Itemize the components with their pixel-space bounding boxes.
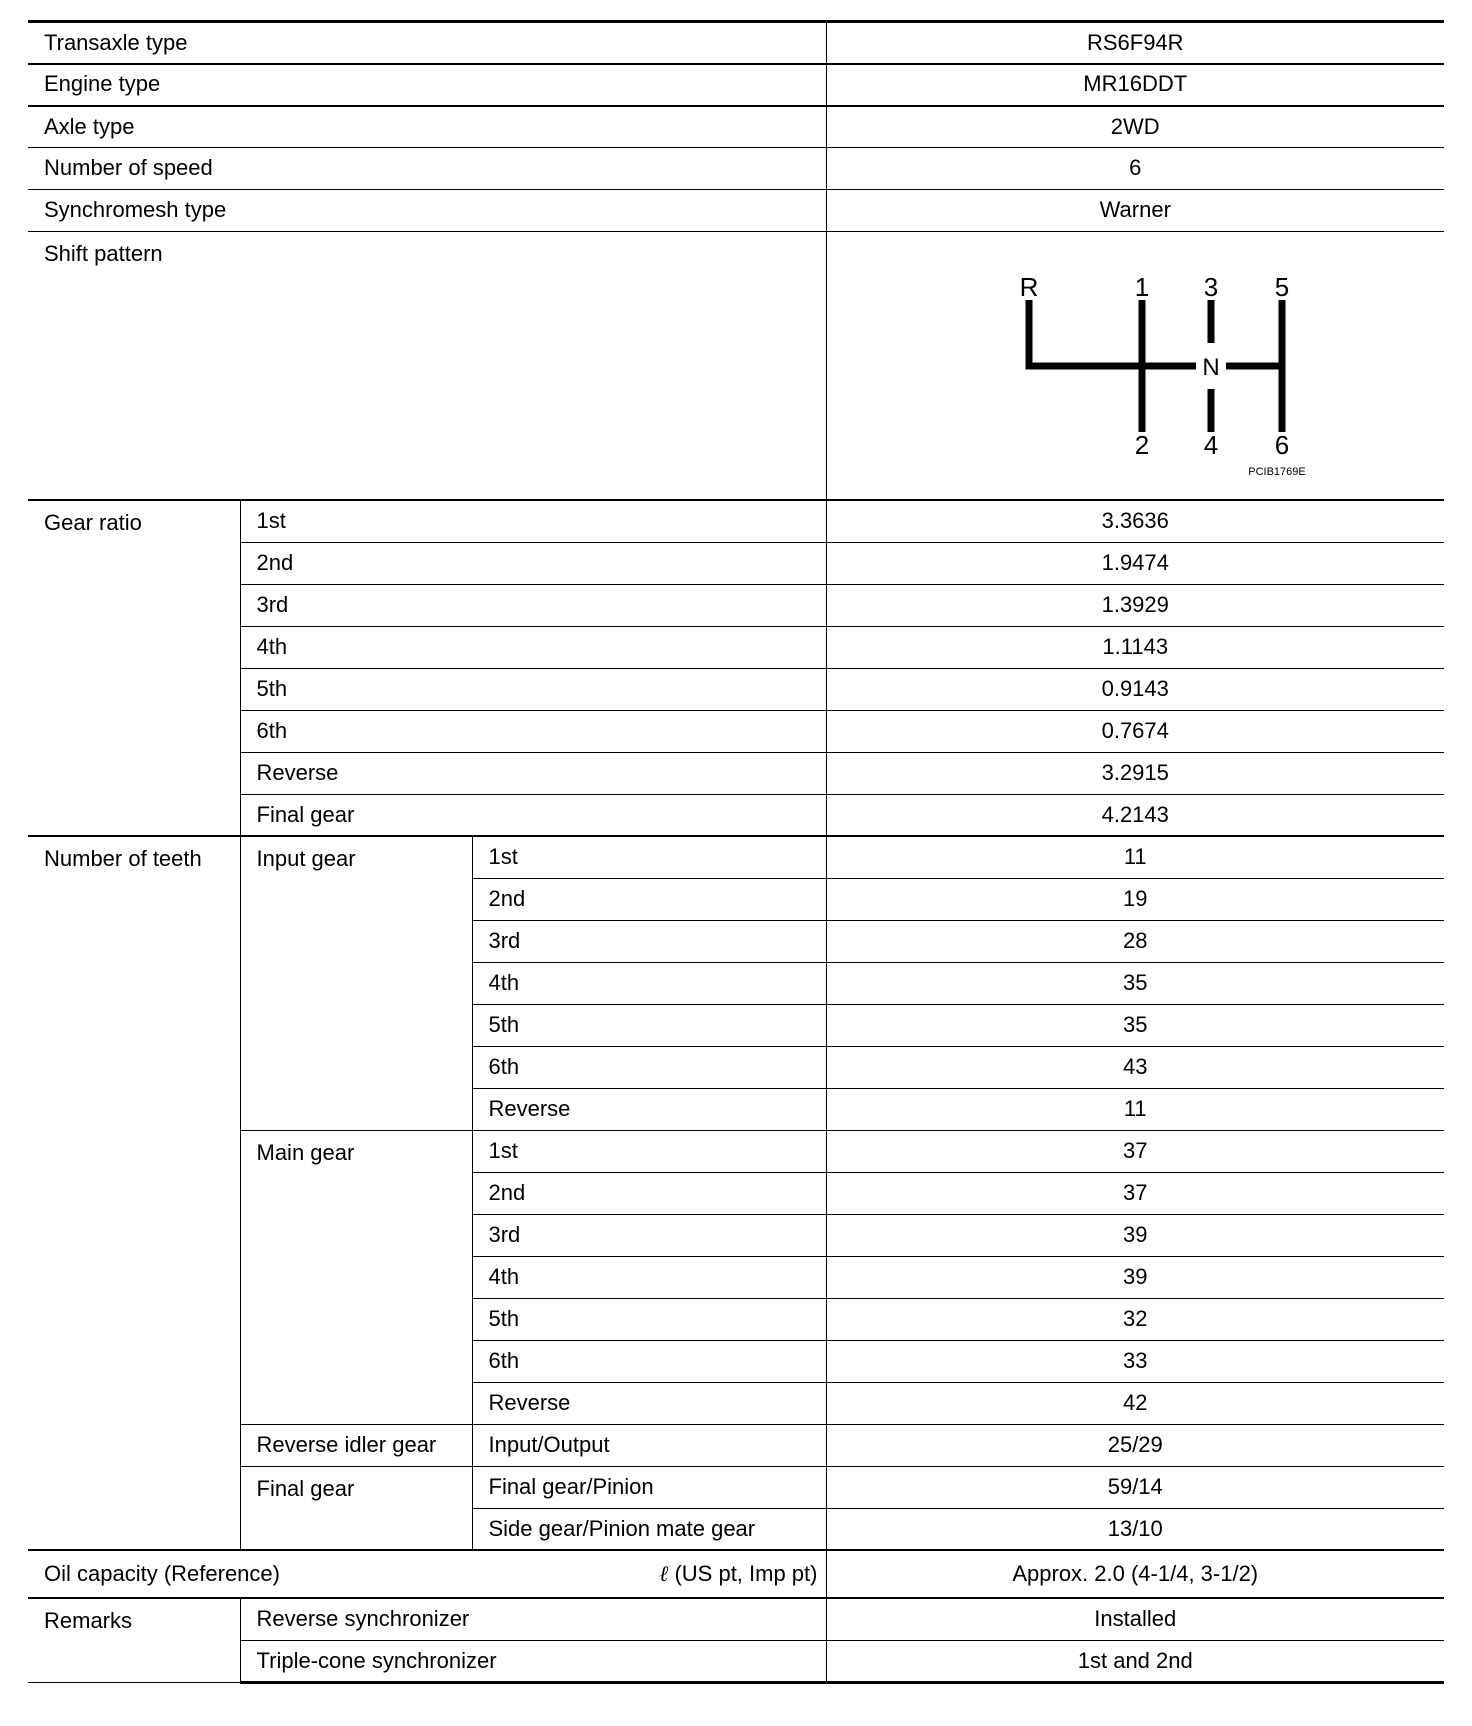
teeth-value: 37	[826, 1130, 1444, 1172]
table-row	[28, 584, 1444, 626]
shift-label-4: 4	[1203, 430, 1218, 460]
gear-name: 2nd	[240, 542, 826, 584]
table-row	[28, 22, 1444, 64]
table-row	[28, 1466, 1444, 1508]
remark-name: Triple-cone synchronizer	[240, 1640, 826, 1682]
oil-capacity-label: Oil capacity (Reference)	[44, 1561, 280, 1587]
teeth-value: 39	[826, 1256, 1444, 1298]
table-row	[28, 1550, 1444, 1598]
gear-name: 1st	[472, 1130, 826, 1172]
gear-name: 5th	[240, 668, 826, 710]
gear-name: 3rd	[472, 1214, 826, 1256]
table-row	[28, 752, 1444, 794]
table-row	[28, 1640, 1444, 1682]
shift-label-3: 3	[1203, 272, 1218, 302]
gear-ratio-value: 1.9474	[826, 542, 1444, 584]
row-label-axle-type: Axle type	[28, 106, 826, 148]
table-row	[28, 148, 1444, 190]
final-gear-label: Final gear	[240, 1466, 472, 1550]
gear-ratio-value: 1.3929	[826, 584, 1444, 626]
table-row	[28, 1130, 1444, 1172]
number-of-teeth-label: Number of teeth	[28, 836, 240, 1550]
gear-name: 6th	[472, 1046, 826, 1088]
table-row	[28, 836, 1444, 878]
table-row	[28, 1424, 1444, 1466]
gear-ratio-value: 3.3636	[826, 500, 1444, 542]
shift-label-n: N	[1201, 354, 1220, 381]
teeth-value: 28	[826, 920, 1444, 962]
shift-label-1: 1	[1134, 272, 1149, 302]
gear-name: 4th	[472, 962, 826, 1004]
teeth-value: 39	[826, 1214, 1444, 1256]
row-value-number-of-speed: 6	[826, 148, 1444, 190]
oil-capacity-unit: ℓ (US pt, Imp pt)	[659, 1560, 818, 1587]
teeth-value: 32	[826, 1298, 1444, 1340]
gear-name: 6th	[240, 710, 826, 752]
gear-ratio-value: 0.7674	[826, 710, 1444, 752]
table-row	[28, 542, 1444, 584]
shift-pattern-diagram	[827, 232, 1445, 494]
teeth-value: 19	[826, 878, 1444, 920]
gear-name: 1st	[240, 500, 826, 542]
gear-name: Final gear	[240, 794, 826, 836]
table-row	[28, 1598, 1444, 1640]
row-value-engine-type: MR16DDT	[826, 64, 1444, 106]
teeth-value: 13/10	[826, 1508, 1444, 1550]
main-gear-label: Main gear	[240, 1130, 472, 1424]
liter-symbol: ℓ	[659, 1561, 669, 1587]
gear-name: Side gear/Pinion mate gear	[472, 1508, 826, 1550]
table-row	[28, 232, 1444, 501]
gear-name: 4th	[240, 626, 826, 668]
gear-name: 4th	[472, 1256, 826, 1298]
gear-name: 3rd	[240, 584, 826, 626]
teeth-value: 35	[826, 1004, 1444, 1046]
table-row	[28, 190, 1444, 232]
gear-name: Reverse	[472, 1382, 826, 1424]
row-label-shift-pattern: Shift pattern	[28, 232, 826, 501]
teeth-value: 33	[826, 1340, 1444, 1382]
gear-ratio-value: 4.2143	[826, 794, 1444, 836]
teeth-value: 42	[826, 1382, 1444, 1424]
reverse-idler-gear-label: Reverse idler gear	[240, 1424, 472, 1466]
gear-ratio-value: 3.2915	[826, 752, 1444, 794]
table-row	[28, 64, 1444, 106]
shift-label-5: 5	[1274, 272, 1289, 302]
remark-name: Reverse synchronizer	[240, 1598, 826, 1640]
oil-capacity-label-cell	[28, 1550, 826, 1598]
shift-label-6: 6	[1274, 430, 1289, 460]
input-gear-label: Input gear	[240, 836, 472, 1130]
shift-label-r: R	[1019, 272, 1038, 302]
shift-pattern-cell	[826, 232, 1444, 501]
teeth-value: 11	[826, 836, 1444, 878]
table-row	[28, 626, 1444, 668]
row-label-engine-type: Engine type	[28, 64, 826, 106]
row-label-synchromesh-type: Synchromesh type	[28, 190, 826, 232]
spec-table	[28, 20, 1444, 1684]
row-value-axle-type: 2WD	[826, 106, 1444, 148]
table-row	[28, 710, 1444, 752]
shift-label-2: 2	[1134, 430, 1149, 460]
gear-name: Final gear/Pinion	[472, 1466, 826, 1508]
gear-name: 2nd	[472, 878, 826, 920]
gear-name: 5th	[472, 1004, 826, 1046]
remark-value: Installed	[826, 1598, 1444, 1640]
gear-ratio-value: 0.9143	[826, 668, 1444, 710]
row-label-number-of-speed: Number of speed	[28, 148, 826, 190]
teeth-value: 35	[826, 962, 1444, 1004]
row-value-synchromesh-type: Warner	[826, 190, 1444, 232]
gear-name: Reverse	[472, 1088, 826, 1130]
teeth-value: 43	[826, 1046, 1444, 1088]
gear-name: 2nd	[472, 1172, 826, 1214]
row-value-transaxle-type: RS6F94R	[826, 22, 1444, 64]
table-row	[28, 500, 1444, 542]
gear-ratio-value: 1.1143	[826, 626, 1444, 668]
teeth-value: 59/14	[826, 1466, 1444, 1508]
table-row	[28, 106, 1444, 148]
gear-name: 5th	[472, 1298, 826, 1340]
gear-name: 1st	[472, 836, 826, 878]
figure-code: PCIB1769E	[1247, 466, 1306, 478]
teeth-value: 25/29	[826, 1424, 1444, 1466]
gear-ratio-label: Gear ratio	[28, 500, 240, 836]
gear-name: Input/Output	[472, 1424, 826, 1466]
gear-name: Reverse	[240, 752, 826, 794]
teeth-value: 11	[826, 1088, 1444, 1130]
teeth-value: 37	[826, 1172, 1444, 1214]
remarks-label: Remarks	[28, 1598, 240, 1682]
gear-name: 3rd	[472, 920, 826, 962]
row-label-transaxle-type: Transaxle type	[28, 22, 826, 64]
gear-name: 6th	[472, 1340, 826, 1382]
remark-value: 1st and 2nd	[826, 1640, 1444, 1682]
shift-gate-lines	[1029, 300, 1282, 432]
table-row	[28, 794, 1444, 836]
table-row	[28, 668, 1444, 710]
oil-capacity-value: Approx. 2.0 (4-1/4, 3-1/2)	[826, 1550, 1444, 1598]
